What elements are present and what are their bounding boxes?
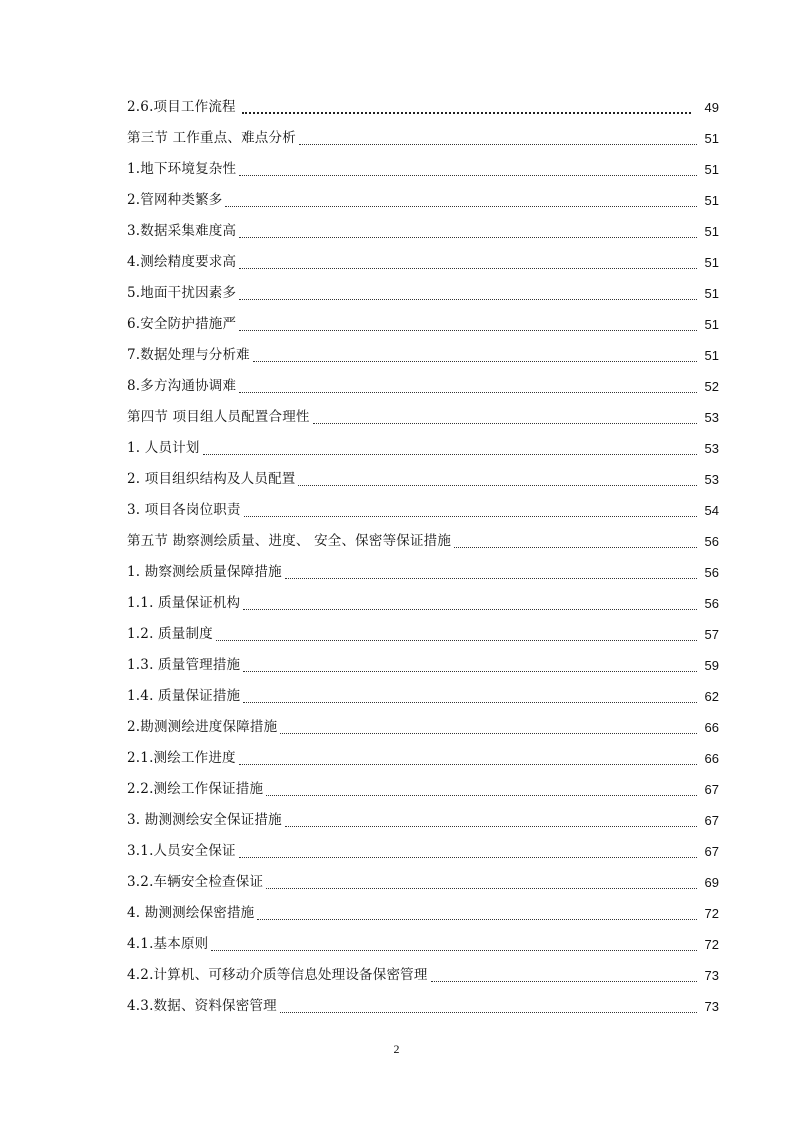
toc-entry-page-number: 51 (704, 162, 719, 177)
toc-entry-title: 4.1.基本原则 (127, 936, 209, 952)
page-number: 2 (393, 1042, 400, 1056)
toc-entry[interactable] (127, 247, 719, 278)
toc-dot-leader (239, 174, 697, 176)
toc-dot-leader (266, 794, 697, 796)
toc-entry-title: 6.安全防护措施严 (127, 316, 237, 332)
toc-entry[interactable] (127, 929, 719, 960)
toc-dot-leader (298, 484, 697, 486)
toc-dot-leader (280, 732, 697, 734)
toc-entry[interactable] (127, 898, 719, 929)
toc-entry-page-number: 56 (704, 565, 719, 580)
toc-entry-title: 4.测绘精度要求高 (127, 254, 237, 270)
toc-dot-leader (216, 639, 697, 641)
toc-dot-leader (203, 453, 697, 455)
toc-entry-title: 1.2. 质量制度 (127, 626, 213, 642)
toc-entry[interactable] (127, 588, 719, 619)
toc-entry-title: 3.2.车辆安全检查保证 (127, 874, 264, 890)
toc-entry[interactable] (127, 619, 719, 650)
toc-entry[interactable] (127, 836, 719, 867)
toc-entry-title: 1. 人员计划 (127, 440, 200, 456)
toc-entry-title: 第五节 勘察测绘质量、进度、 安全、保密等保证措施 (127, 533, 452, 549)
toc-entry-title: 3.1.人员安全保证 (127, 843, 236, 859)
toc-entry[interactable] (127, 650, 719, 681)
toc-dot-leader (431, 980, 697, 982)
toc-entry-page-number: 72 (704, 906, 719, 921)
toc-entry-title: 2.勘测测绘进度保障措施 (127, 719, 278, 735)
toc-entry-title: 第三节 工作重点、难点分析 (127, 130, 296, 146)
toc-dot-leader (266, 887, 697, 889)
toc-dot-leader (299, 143, 697, 145)
toc-entry[interactable] (127, 340, 719, 371)
toc-entry[interactable] (127, 92, 719, 123)
toc-entry[interactable] (127, 123, 719, 154)
toc-entry[interactable] (127, 991, 719, 1022)
toc-entry-page-number: 66 (704, 720, 719, 735)
toc-entry-page-number: 54 (704, 503, 719, 518)
toc-entry-page-number: 51 (704, 224, 719, 239)
toc-entry[interactable] (127, 464, 719, 495)
toc-entry-title: 4. 勘测测绘保密措施 (127, 905, 255, 921)
toc-entry-title: 3. 勘测测绘安全保证措施 (127, 812, 282, 828)
toc-entry-title: 1.3. 质量管理措施 (127, 657, 241, 673)
toc-entry-page-number: 66 (704, 751, 719, 766)
toc-entry-page-number: 67 (704, 844, 719, 859)
toc-entry[interactable] (127, 278, 719, 309)
toc-entry-title: 第四节 项目组人员配置合理性 (127, 409, 310, 425)
toc-entry-page-number: 69 (704, 875, 719, 890)
toc-dot-leader (243, 670, 697, 672)
toc-entry-page-number: 56 (704, 596, 719, 611)
toc-dot-leader (285, 825, 697, 827)
toc-entry[interactable] (127, 309, 719, 340)
toc-entry-page-number: 67 (704, 782, 719, 797)
toc-dot-leader (313, 422, 697, 424)
toc-dot-leader (243, 608, 697, 610)
toc-entry[interactable] (127, 154, 719, 185)
toc-entry[interactable] (127, 867, 719, 898)
toc-entry-page-number: 62 (704, 689, 719, 704)
toc-entry-title: 1.1. 质量保证机构 (127, 595, 241, 611)
toc-dot-leader (244, 515, 697, 517)
toc-entry[interactable] (127, 557, 719, 588)
toc-dot-leader (225, 205, 697, 207)
toc-entry-page-number: 51 (704, 317, 719, 332)
toc-entry[interactable] (127, 433, 719, 464)
toc-entry-page-number: 51 (704, 131, 719, 146)
toc-dot-leader (243, 701, 697, 703)
toc-dot-leader (257, 918, 697, 920)
toc-entry-page-number: 73 (704, 968, 719, 983)
toc-entry-page-number: 52 (704, 379, 719, 394)
toc-entry[interactable] (127, 371, 719, 402)
toc-entry-title: 4.2.计算机、可移动介质等信息处理设备保密管理 (127, 967, 428, 983)
toc-entry-title: 2.管网种类繁多 (127, 192, 223, 208)
toc-entry[interactable] (127, 805, 719, 836)
toc-entry-title: 8.多方沟通协调难 (127, 378, 237, 394)
toc-entry-page-number: 67 (704, 813, 719, 828)
toc-entry[interactable] (127, 774, 719, 805)
toc-dot-leader (280, 1011, 697, 1013)
toc-entry-title: 1.4. 质量保证措施 (127, 688, 241, 704)
toc-entry[interactable] (127, 712, 719, 743)
table-of-contents (127, 92, 719, 1022)
toc-dot-leader (285, 577, 697, 579)
toc-entry-page-number: 51 (704, 255, 719, 270)
toc-entry-title: 2.6.项目工作流程 (127, 99, 236, 115)
toc-entry-title: 1.地下环境复杂性 (127, 161, 237, 177)
toc-dot-leader (253, 360, 697, 362)
toc-entry-title: 7.数据处理与分析难 (127, 347, 250, 363)
toc-dot-leader (454, 546, 697, 548)
toc-entry-title: 4.3.数据、资料保密管理 (127, 998, 277, 1014)
toc-entry[interactable] (127, 526, 719, 557)
toc-entry-page-number: 51 (704, 193, 719, 208)
toc-entry-title: 2.2.测绘工作保证措施 (127, 781, 264, 797)
toc-entry-page-number: 59 (704, 658, 719, 673)
toc-entry-page-number: 56 (704, 534, 719, 549)
toc-entry-page-number: 53 (704, 410, 719, 425)
toc-entry-page-number: 49 (704, 100, 719, 115)
toc-entry[interactable] (127, 681, 719, 712)
toc-entry-title: 5.地面干扰因素多 (127, 285, 237, 301)
toc-dot-leader (239, 267, 697, 269)
toc-entry-page-number: 53 (704, 472, 719, 487)
toc-entry-page-number: 51 (704, 286, 719, 301)
toc-entry-title: 3.数据采集难度高 (127, 223, 237, 239)
toc-entry-page-number: 51 (704, 348, 719, 363)
toc-entry-title: 3. 项目各岗位职责 (127, 502, 241, 518)
toc-entry-page-number: 53 (704, 441, 719, 456)
toc-entry[interactable] (127, 185, 719, 216)
toc-entry[interactable] (127, 960, 719, 991)
toc-entry-title: 2. 项目组织结构及人员配置 (127, 471, 296, 487)
toc-dot-leader (239, 856, 697, 858)
toc-entry-page-number: 72 (704, 937, 719, 952)
toc-dot-leader (239, 236, 697, 238)
toc-dot-leader (239, 329, 697, 331)
toc-entry[interactable] (127, 495, 719, 526)
toc-entry[interactable] (127, 216, 719, 247)
toc-dot-leader (242, 111, 691, 114)
toc-entry[interactable] (127, 402, 719, 433)
toc-entry-page-number: 73 (704, 999, 719, 1014)
toc-entry-title: 1. 勘察测绘质量保障措施 (127, 564, 282, 580)
toc-entry[interactable] (127, 743, 719, 774)
toc-dot-leader (239, 391, 697, 393)
toc-entry-page-number: 57 (704, 627, 719, 642)
toc-dot-leader (239, 298, 697, 300)
toc-dot-leader (239, 763, 697, 765)
toc-entry-title: 2.1.测绘工作进度 (127, 750, 236, 766)
toc-dot-leader (211, 949, 697, 951)
